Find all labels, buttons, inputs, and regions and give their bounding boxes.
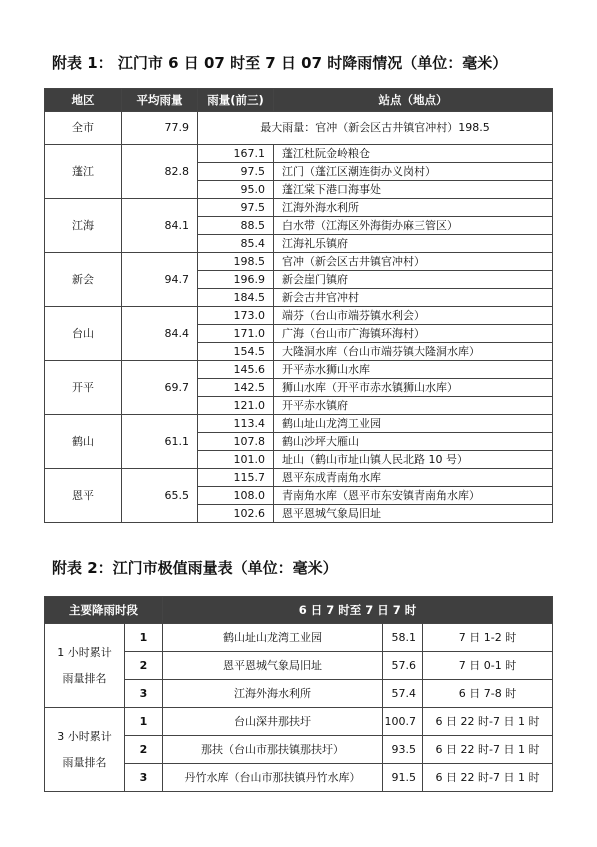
station-cell: 开平赤水镇府 (274, 397, 553, 415)
station-cell: 新会古井官冲村 (274, 289, 553, 307)
rainfall-table (44, 88, 553, 523)
station-cell: 蓬江杜阮金岭粮仓 (274, 145, 553, 163)
rain-cell: 101.0 (198, 451, 274, 469)
station-cell: 鹤山沙坪大雁山 (274, 433, 553, 451)
period-label-line1: 1 小时累计 (57, 645, 112, 659)
table-row (45, 307, 553, 325)
station-cell: 大隆洞水库（台山市端芬镇大隆洞水库） (274, 343, 553, 361)
station-cell: 开平赤水狮山水库 (274, 361, 553, 379)
rank-cell: 3 (125, 764, 163, 792)
header-region: 地区 (45, 89, 122, 112)
avg-rain-cell: 61.1 (122, 415, 198, 469)
period-label-cell (45, 624, 125, 708)
table-row (45, 199, 553, 217)
rain-cell: 85.4 (198, 235, 274, 253)
station-cell: 新会崖门镇府 (274, 271, 553, 289)
station-cell: 址山（鹤山市址山镇人民北路 10 号） (274, 451, 553, 469)
region-cell: 全市 (45, 112, 122, 145)
region-cell: 鹤山 (45, 415, 122, 469)
rain-cell: 167.1 (198, 145, 274, 163)
rain-cell: 196.9 (198, 271, 274, 289)
table2-header-row (45, 597, 553, 624)
rain-cell: 184.5 (198, 289, 274, 307)
rain-cell: 115.7 (198, 469, 274, 487)
rain-cell: 57.6 (383, 652, 423, 680)
rain-cell: 108.0 (198, 487, 274, 505)
station-cell: 蓬江棠下港口海事处 (274, 181, 553, 199)
table1-header-row (45, 89, 553, 112)
rain-cell: 93.5 (383, 736, 423, 764)
table-row (45, 415, 553, 433)
max-rain-note: 最大雨量：官冲（新会区古井镇官冲村）198.5 (198, 112, 553, 145)
avg-rain-cell: 94.7 (122, 253, 198, 307)
rain-cell: 142.5 (198, 379, 274, 397)
station-cell: 恩平东成青南角水库 (274, 469, 553, 487)
region-cell: 江海 (45, 199, 122, 253)
station-cell: 广海（台山市广海镇环海村） (274, 325, 553, 343)
extreme-rainfall-table (44, 596, 553, 792)
rain-cell: 171.0 (198, 325, 274, 343)
rain-cell: 95.0 (198, 181, 274, 199)
rank-cell: 1 (125, 624, 163, 652)
rain-cell: 91.5 (383, 764, 423, 792)
rain-cell: 97.5 (198, 199, 274, 217)
table-row (45, 361, 553, 379)
rain-cell: 113.4 (198, 415, 274, 433)
header-station: 站点（地点） (274, 89, 553, 112)
rain-cell: 198.5 (198, 253, 274, 271)
station-cell: 台山深井那扶圩 (163, 708, 383, 736)
region-cell: 新会 (45, 253, 122, 307)
avg-rain-cell: 84.1 (122, 199, 198, 253)
station-cell: 鹤山址山龙湾工业园 (163, 624, 383, 652)
rain-cell: 173.0 (198, 307, 274, 325)
avg-rain-cell: 82.8 (122, 145, 198, 199)
region-cell: 台山 (45, 307, 122, 361)
station-cell: 官冲（新会区古井镇官冲村） (274, 253, 553, 271)
rain-cell: 88.5 (198, 217, 274, 235)
station-cell: 江海外海水利所 (163, 680, 383, 708)
rank-cell: 3 (125, 680, 163, 708)
station-cell: 端芬（台山市端芬镇水利会） (274, 307, 553, 325)
station-cell: 江海外海水利所 (274, 199, 553, 217)
rain-cell: 100.7 (383, 708, 423, 736)
region-cell: 蓬江 (45, 145, 122, 199)
rain-cell: 58.1 (383, 624, 423, 652)
avg-rain-cell: 84.4 (122, 307, 198, 361)
table-row (45, 624, 553, 652)
period-label-line2: 雨量排名 (62, 671, 107, 685)
station-cell: 恩平恩城气象局旧址 (274, 505, 553, 523)
avg-rain-cell: 69.7 (122, 361, 198, 415)
region-cell: 开平 (45, 361, 122, 415)
table-row (45, 145, 553, 163)
rain-cell: 154.5 (198, 343, 274, 361)
station-cell: 那扶（台山市那扶镇那扶圩） (163, 736, 383, 764)
station-cell: 鹤山址山龙湾工业园 (274, 415, 553, 433)
time-cell: 6 日 22 时-7 日 1 时 (423, 736, 553, 764)
rank-cell: 2 (125, 736, 163, 764)
table1-title: 附表 1： 江门市 6 日 07 时至 7 日 07 时降雨情况（单位：毫米） (52, 54, 508, 72)
rank-cell: 1 (125, 708, 163, 736)
station-cell: 恩平恩城气象局旧址 (163, 652, 383, 680)
avg-rain-cell: 65.5 (122, 469, 198, 523)
time-cell: 7 日 1-2 时 (423, 624, 553, 652)
header-avg-rain: 平均雨量 (122, 89, 198, 112)
station-cell: 狮山水库（开平市赤水镇狮山水库） (274, 379, 553, 397)
rain-cell: 107.8 (198, 433, 274, 451)
rain-cell: 145.6 (198, 361, 274, 379)
table-row (45, 708, 553, 736)
time-cell: 6 日 22 时-7 日 1 时 (423, 764, 553, 792)
all-city-row (45, 112, 553, 145)
avg-rain-cell: 77.9 (122, 112, 198, 145)
station-cell: 江门（蓬江区潮连街办义岗村） (274, 163, 553, 181)
table2-title: 附表 2：江门市极值雨量表（单位：毫米） (52, 559, 338, 577)
station-cell: 丹竹水库（台山市那扶镇丹竹水库） (163, 764, 383, 792)
header-rain-top3: 雨量(前三) (198, 89, 274, 112)
region-cell: 恩平 (45, 469, 122, 523)
header-period: 主要降雨时段 (45, 597, 163, 624)
table-row (45, 253, 553, 271)
rain-cell: 97.5 (198, 163, 274, 181)
rank-cell: 2 (125, 652, 163, 680)
station-cell: 白水带（江海区外海街办麻三管区） (274, 217, 553, 235)
rain-cell: 102.6 (198, 505, 274, 523)
table-row (45, 469, 553, 487)
time-cell: 6 日 22 时-7 日 1 时 (423, 708, 553, 736)
period-label-line2: 雨量排名 (62, 755, 107, 769)
period-label-cell (45, 708, 125, 792)
header-time-range: 6 日 7 时至 7 日 7 时 (163, 597, 553, 624)
period-label-line1: 3 小时累计 (57, 729, 112, 743)
station-cell: 江海礼乐镇府 (274, 235, 553, 253)
station-cell: 青南角水库（恩平市东安镇青南角水库） (274, 487, 553, 505)
time-cell: 6 日 7-8 时 (423, 680, 553, 708)
time-cell: 7 日 0-1 时 (423, 652, 553, 680)
rain-cell: 121.0 (198, 397, 274, 415)
rain-cell: 57.4 (383, 680, 423, 708)
